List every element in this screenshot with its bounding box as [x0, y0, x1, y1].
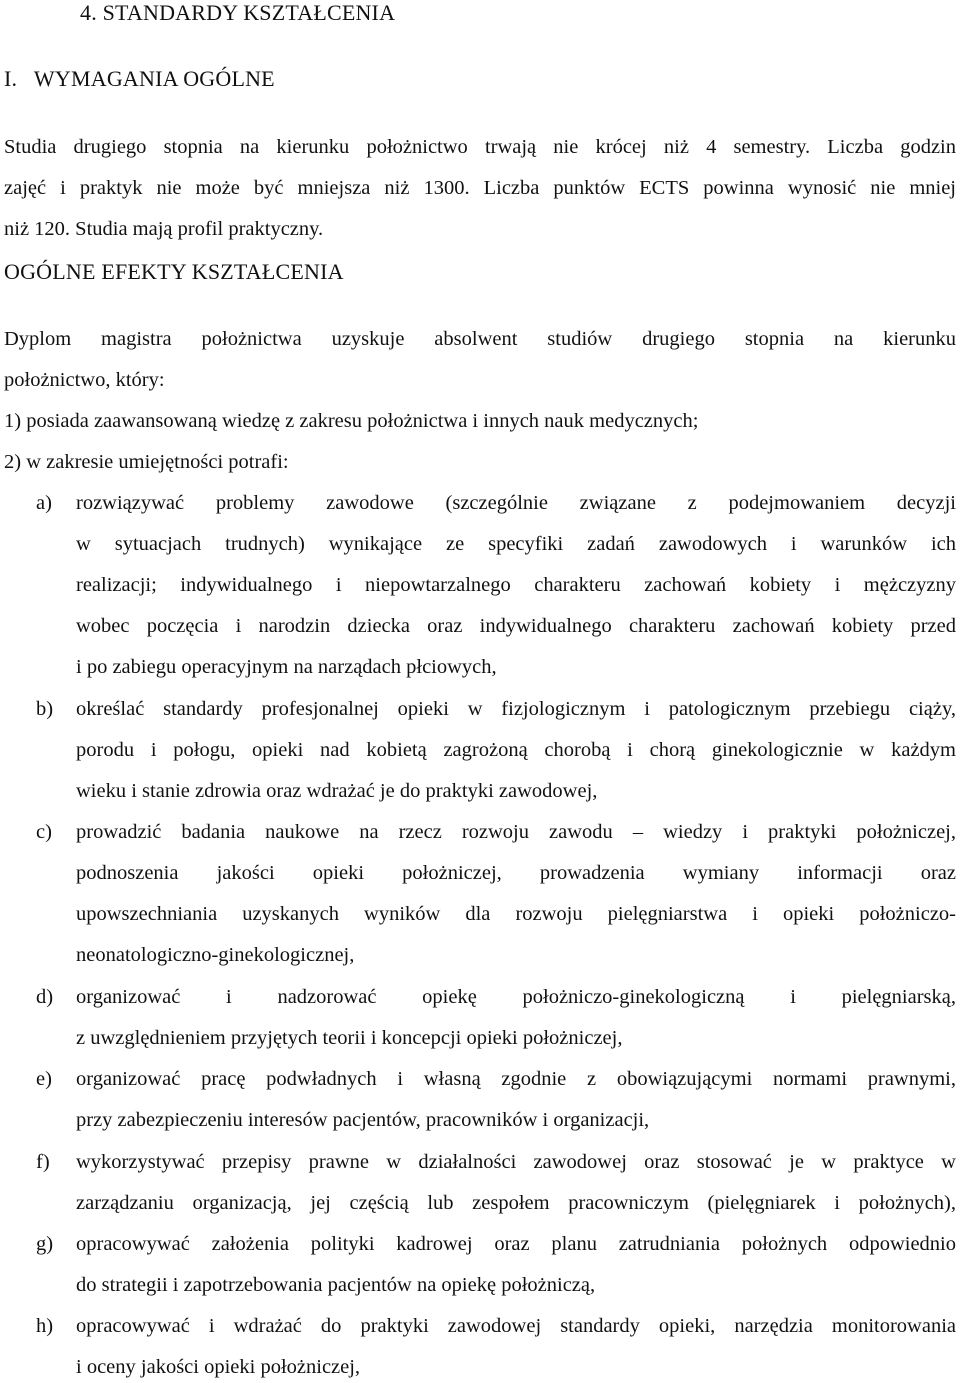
item-e-label: e): [36, 1068, 52, 1090]
item-d-line: organizować i nadzorować opiekę położniczo-ginekologiczną i pielęgniarską,: [76, 986, 956, 1008]
item-d-label: d): [36, 986, 54, 1008]
subsection-title: I. WYMAGANIA OGÓLNE: [4, 66, 275, 91]
item-b-line: porodu i połogu, opieki nad kobietą zagrożoną chorobą i chorą ginekologicznie w każdym: [76, 739, 956, 761]
section-title: 4. STANDARDY KSZTAŁCENIA: [80, 0, 396, 25]
intro-line-2: zajęć i praktyk nie może być mniejsza niż 1300. Liczba punktów ECTS powinna wynosić nie mniej: [4, 177, 956, 199]
item-a-line: realizacji; indywidualnego i niepowtarzalnego charakteru zachowań kobiety i mężczyzny: [76, 574, 956, 596]
item-c-line: upowszechniania uzyskanych wyników dla rozwoju pielęgniarstwa i opieki położniczo-: [76, 903, 956, 925]
effects-title: OGÓLNE EFEKTY KSZTAŁCENIA: [4, 259, 344, 284]
point-1: 1) posiada zaawansowaną wiedzę z zakresu położnictwa i innych nauk medycznych;: [4, 410, 699, 432]
item-b-line: określać standardy profesjonalnej opieki w fizjologicznym i patologicznym przebiegu ciąży,: [76, 698, 956, 720]
item-a-line: wobec poczęcia i narodzin dziecka oraz indywidualnego charakteru zachowań kobiety przed: [76, 615, 956, 637]
item-f-line: wykorzystywać przepisy prawne w działalności zawodowej oraz stosować je w praktyce w: [76, 1151, 956, 1173]
item-c-line: prowadzić badania naukowe na rzecz rozwoju zawodu – wiedzy i praktyki położniczej,: [76, 821, 956, 843]
intro-line-1: Studia drugiego stopnia na kierunku położnictwo trwają nie krócej niż 4 semestry. Liczba godzin: [4, 136, 956, 158]
diploma-line-1: Dyplom magistra położnictwa uzyskuje absolwent studiów drugiego stopnia na kierunku: [4, 328, 956, 350]
item-a-line: i po zabiegu operacyjnym na narządach płciowych,: [76, 656, 497, 678]
item-a-line: rozwiązywać problemy zawodowe (szczególnie związane z podejmowaniem decyzji: [76, 492, 956, 514]
item-e-line: organizować pracę podwładnych i własną zgodnie z obowiązującymi normami prawnymi,: [76, 1068, 956, 1090]
item-h-label: h): [36, 1315, 54, 1337]
point-2: 2) w zakresie umiejętności potrafi:: [4, 451, 289, 473]
item-b-line: wieku i stanie zdrowia oraz wdrażać je do praktyki zawodowej,: [76, 780, 598, 802]
item-g-line: do strategii i zapotrzebowania pacjentów na opiekę położniczą,: [76, 1274, 596, 1296]
diploma-line-2: położnictwo, który:: [4, 369, 165, 391]
item-g-label: g): [36, 1233, 54, 1255]
item-a-label: a): [36, 492, 52, 514]
intro-line-3: niż 120. Studia mają profil praktyczny.: [4, 218, 324, 240]
item-d-line: z uwzględnieniem przyjętych teorii i koncepcji opieki położniczej,: [76, 1027, 623, 1049]
item-c-line: podnoszenia jakości opieki położniczej, prowadzenia wymiany informacji oraz: [76, 862, 956, 884]
item-f-line: zarządzaniu organizacją, jej częścią lub zespołem pracowniczym (pielęgniarek i położnych),: [76, 1192, 956, 1214]
item-g-line: opracowywać założenia polityki kadrowej oraz planu zatrudniania położnych odpowiednio: [76, 1233, 956, 1255]
item-c-label: c): [36, 821, 52, 843]
item-f-label: f): [36, 1151, 50, 1173]
item-e-line: przy zabezpieczeniu interesów pacjentów, pracowników i organizacji,: [76, 1109, 650, 1131]
item-b-label: b): [36, 698, 54, 720]
item-h-line: opracowywać i wdrażać do praktyki zawodowej standardy opieki, narzędzia monitorowania: [76, 1315, 956, 1337]
item-c-line: neonatologiczno-ginekologicznej,: [76, 944, 355, 966]
item-a-line: w sytuacjach trudnych) wynikające ze specyfiki zadań zawodowych i warunków ich: [76, 533, 956, 555]
item-h-line: i oceny jakości opieki położniczej,: [76, 1356, 361, 1378]
